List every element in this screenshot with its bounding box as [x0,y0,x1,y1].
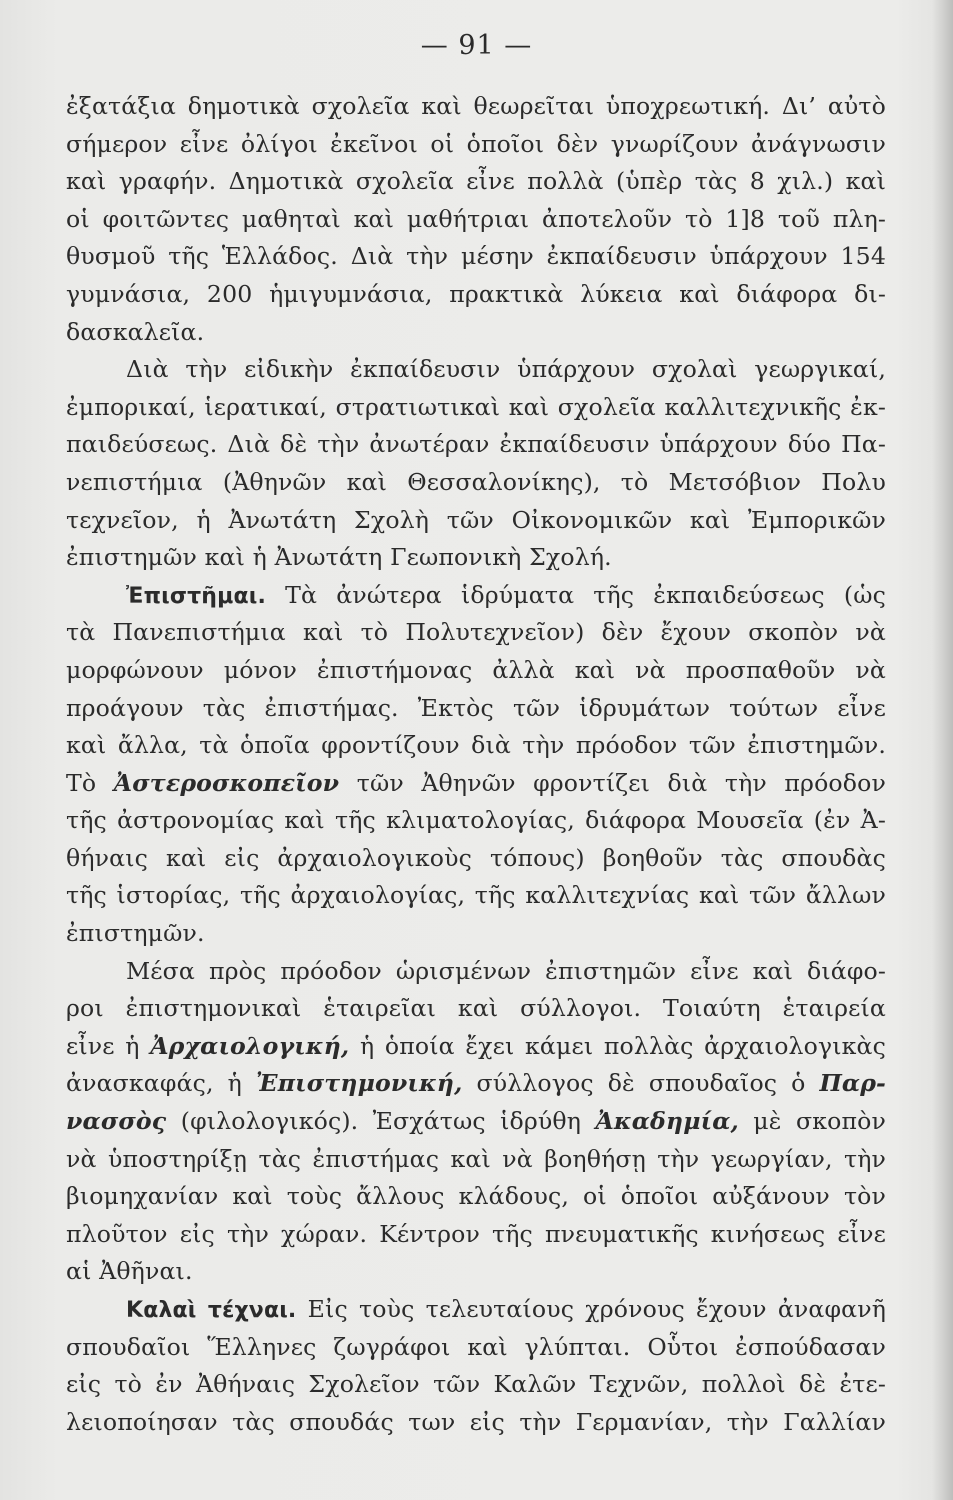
text-line: τῆς ἀστρονομίας καὶ τῆς κλιματολογίας, διάφορα Μουσεῖα (ἐν Ἀ- [66,806,886,835]
text-line: τεχνεῖον, ἡ Ἀνωτάτη Σχολὴ τῶν Οἰκονομικῶν καὶ Ἐμπορικῶν [66,505,886,534]
emphasis-parnassos: Παρ- [819,1069,886,1098]
emphasis-academy: Ἀκαδημία, [595,1107,739,1136]
text-line: γυμνάσια, 200 ἡμιγυμνάσια, πρακτικὰ λύκεια καὶ διάφορα δι- [66,279,886,308]
page-body [66,88,886,1441]
text-span: Τὸ [66,768,97,797]
page-number: — 91 — [420,30,533,61]
text-line: νεπιστήμια (Ἀθηνῶν καὶ Θεσσαλονίκης), τὸ Μετσόβιον Πολυ [66,467,886,496]
text-line: βιομηχανίαν καὶ τοὺς ἄλλους κλάδους, οἱ ὁποῖοι αὐξάνουν τὸν [66,1182,886,1211]
text-line: θυσμοῦ τῆς Ἑλλάδος. Διὰ τὴν μέσην ἐκπαίδευσιν ὑπάρχουν 154 [66,242,886,271]
text-line [66,1291,886,1329]
text-line [66,577,886,615]
text-line [66,1028,886,1066]
text-line: ροι ἐπιστημονικαὶ ἑταιρεῖαι καὶ σύλλογοι. Τοιαύτη ἑταιρεία [66,994,886,1023]
text-line: παιδεύσεως. Διὰ δὲ τὴν ἀνωτέραν ἐκπαίδευσιν ὑπάρχουν δύο Πα- [66,430,886,459]
emphasis-scientific: Ἐπιστημονική, [255,1069,463,1098]
text-line [66,1065,886,1103]
text-span: σύλλογος δὲ σπουδαῖος ὁ [476,1069,806,1098]
text-line: αἱ Ἀθῆναι. [66,1257,193,1286]
text-line: εἰς τὸ ἐν Ἀθήναις Σχολεῖον τῶν Καλῶν Τεχνῶν, πολλοὶ δὲ ἐτε- [66,1370,886,1399]
text-line: πλοῦτον εἰς τὴν χώραν. Κέντρον τῆς πνευματικῆς κινήσεως εἶνε [66,1219,886,1248]
text-line [66,765,886,803]
text-span: μὲ σκοπὸν [753,1107,886,1136]
emphasis-parnassos-cont: νασσὸς [66,1107,167,1136]
text-line: τῆς ἱστορίας, τῆς ἀρχαιολογίας, τῆς καλλιτεχνίας καὶ τῶν ἄλλων [66,881,886,910]
text-span: ἡ ὁποία ἔχει κάμει πολλὰς ἀρχαιολογικὰς [359,1031,887,1060]
text-span: ἀνασκαφάς, ἡ [66,1069,242,1098]
text-line: προάγουν τὰς ἐπιστήμας. Ἐκτὸς τῶν ἱδρυμάτων τούτων εἶνε [66,693,886,722]
text-line [66,1103,886,1141]
text-line: λειοποίησαν τὰς σπουδάς των εἰς τὴν Γερμανίαν, τὴν Γαλλίαν [66,1407,886,1436]
text-line: θήναις καὶ εἰς ἀρχαιολογικοὺς τόπους) βοηθοῦν τὰς σπουδὰς [66,843,886,872]
text-line: ἐξατάξια δημοτικὰ σχολεῖα καὶ θεωρεῖται ὑποχρεωτική. Δι’ αὐτὸ [66,92,886,120]
text-line: ἐπιστημῶν. [66,919,205,948]
text-line: νὰ ὑποστηρίξῃ τὰς ἐπιστήμας καὶ νὰ βοηθήσῃ τὴν γεωργίαν, τὴν [66,1144,886,1173]
text-line: ἐμπορικαί, ἱερατικαί, στρατιωτικαὶ καὶ σχολεῖα καλλιτεχνικῆς ἐκ- [66,392,886,421]
section-heading-fine-arts: Καλαὶ τέχναι. [126,1298,297,1323]
text-span: τῶν Ἀθηνῶν φροντίζει διὰ τὴν πρόοδον [356,768,886,797]
text-line: μορφώνουν μόνον ἐπιστήμονας ἀλλὰ καὶ νὰ προσπαθοῦν νὰ [66,655,886,684]
text-line: ἐπιστημῶν καὶ ἡ Ἀνωτάτη Γεωπονικὴ Σχολή. [66,543,612,572]
text-line: οἱ φοιτῶντες μαθηταὶ καὶ μαθήτριαι ἀποτελοῦν τὸ 1]8 τοῦ πλη- [66,204,886,233]
section-heading-sciences: Ἐπιστῆμαι. [126,583,266,609]
text-span: εἶνε ἡ [66,1031,140,1060]
text-line: καὶ ἄλλα, τὰ ὁποῖα φροντίζουν διὰ τὴν πρόοδον τῶν ἐπιστημῶν. [66,731,886,760]
text-line: Διὰ τὴν εἰδικὴν ἐκπαίδευσιν ὑπάρχουν σχολαὶ γεωργικαί, [126,355,886,384]
text-line: σήμερον εἶνε ὀλίγοι ἐκεῖνοι οἱ ὁποῖοι δὲν γνωρίζουν ἀνάγνωσιν [66,129,886,158]
text-span: Εἰς τοὺς τελευταίους χρόνους ἔχουν ἀναφανῆ [307,1295,887,1323]
text-line: δασκαλεῖα. [66,317,205,346]
text-line: καὶ γραφήν. Δημοτικὰ σχολεῖα εἶνε πολλὰ (ὑπὲρ τὰς 8 χιλ.) καὶ [66,167,886,196]
emphasis-archaeological: Ἀρχαιολογική, [150,1031,350,1060]
emphasis-observatory: Ἀστεροσκοπεῖον [113,768,340,797]
text-span: Τὰ ἀνώτερα ἱδρύματα τῆς ἐκπαιδεύσεως (ὡς [285,580,886,609]
text-span: (φιλολογικός). Ἐσχάτως ἱδρύθη [180,1107,582,1136]
page-edge-shadow [931,0,953,1500]
text-line: τὰ Πανεπιστήμια καὶ τὸ Πολυτεχνεῖον) δὲν ἔχουν σκοπὸν νὰ [66,618,886,647]
text-line: Μέσα πρὸς πρόοδον ὡρισμένων ἐπιστημῶν εἶνε καὶ διάφο- [126,956,886,985]
text-line: σπουδαῖοι Ἕλληνες ζωγράφοι καὶ γλύπται. Οὗτοι ἐσπούδασαν [66,1332,886,1361]
